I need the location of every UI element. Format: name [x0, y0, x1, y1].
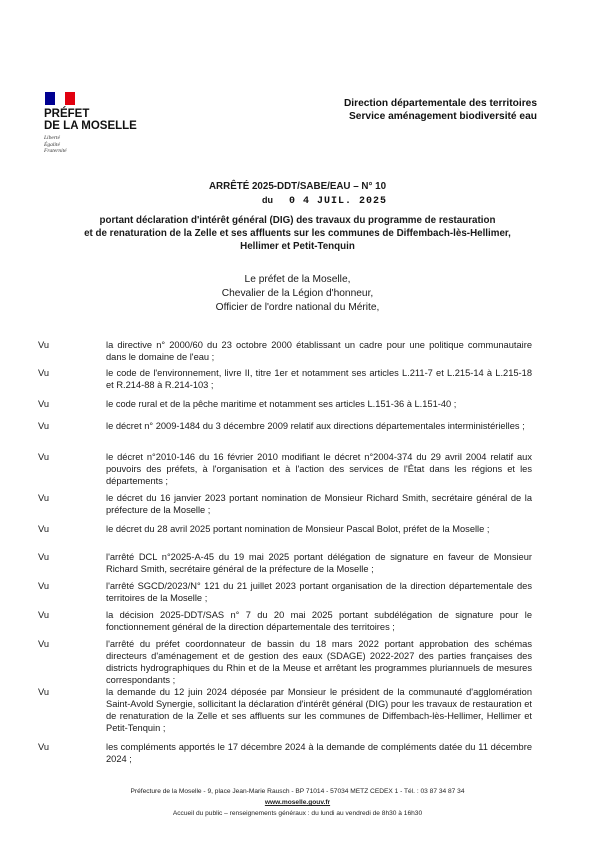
visa-text: le décret du 16 janvier 2023 portant nomination de Monsieur Richard Smith, secrétaire général de la préfecture de la Moselle ; [106, 493, 532, 515]
visa-text: les compléments apportés le 17 décembre 2024 à la demande de compléments datée du 11 décembre 2024 ; [106, 742, 532, 764]
service-line-1: Direction départementale des territoires [343, 98, 537, 109]
visa-label: Vu [38, 581, 50, 591]
footer-hours: Accueil du public – renseignements généraux : du lundi au vendredi de 8h30 à 16h30 [172, 810, 423, 817]
visa-label: Vu [38, 742, 50, 752]
subject-line-2: et de renaturation de la Zelle et ses affluents sur les communes de Diffembach-lès-Hellimer, [84, 228, 511, 239]
issuing-service [344, 97, 537, 123]
date-du-label: du [262, 195, 273, 205]
visa-label: Vu [38, 552, 50, 562]
visa-text: l'arrêté DCL n°2025-A-45 du 19 mai 2025 portant délégation de signature en faveur de Monsieur Richard Smith, secrétaire général de la préfecture de la Moselle ; [106, 552, 532, 574]
visa-text: l'arrêté du préfet coordonnateur de bassin du 18 mars 2022 portant approbation des schémas directeurs d'aménagement et de gestion des eaux (SDAGE) 2022-2027 des parties françaises des districts hydrographiques du Rhin et de la Meuse et arrêtant les programmes pluriannuels de mesures correspondants ; [106, 639, 532, 685]
visa-text: la décision 2025-DDT/SAS n° 7 du 20 mai 2025 portant subdélégation de signature pour le fonctionnement général de la direction départementale des territoires ; [106, 610, 532, 632]
prefect-titles [60, 273, 535, 315]
visa-label: Vu [38, 340, 50, 350]
visa-label: Vu [38, 524, 50, 534]
visa-text: le code de l'environnement, livre II, titre 1er et notamment ses articles L.211-7 et L.215-14 à L.215-18 et R.214-88 à R.214-103 ; [106, 368, 532, 390]
visa-text: la directive n° 2000/60 du 23 octobre 2000 établissant un cadre pour une politique communautaire dans le domaine de l'eau ; [106, 340, 532, 362]
visa-label: Vu [38, 421, 50, 431]
logo-title [44, 108, 164, 132]
footer-website-link[interactable]: www.moselle.gouv.fr [264, 799, 331, 806]
visa-label: Vu [38, 399, 50, 409]
footer-url-row [40, 798, 555, 809]
marianne-flag-icon [45, 92, 75, 105]
logo-line-1: PRÉFET [44, 108, 90, 120]
prefect-line-3: Officier de l'ordre national du Mérite, [215, 302, 380, 313]
visa-text: le décret n°2010-146 du 16 février 2010 modifiant le décret n°2004-374 du 29 avril 2004 relatif aux pouvoirs des préfets, à l'organisation et à l'action des services de l'État dans les régions et les départements ; [106, 452, 532, 486]
motto-egalite: Égalité [44, 141, 60, 148]
visa-label: Vu [38, 610, 50, 620]
visa-label: Vu [38, 687, 50, 697]
arrete-subject [60, 214, 535, 253]
footer-address: Préfecture de la Moselle - 9, place Jean-Marie Rausch - BP 71014 - 57034 METZ CEDEX 1 - Tél. : 03 87 34 87 34 [130, 788, 465, 795]
prefect-line-1: Le préfet de la Moselle, [244, 274, 351, 285]
prefecture-logo [44, 92, 164, 155]
logo-line-2: DE LA MOSELLE [44, 120, 137, 132]
subject-line-1: portant déclaration d'intérêt général (DIG) des travaux du programme de restauration [99, 215, 496, 226]
subject-line-3: Hellimer et Petit-Tenquin [240, 241, 355, 252]
visa-text: le décret du 28 avril 2025 portant nomination de Monsieur Pascal Bolot, préfet de la Moselle ; [106, 524, 490, 534]
visa-text: le décret n° 2009-1484 du 3 décembre 2009 relatif aux directions départementales interministérielles ; [106, 421, 525, 431]
prefect-line-2: Chevalier de la Légion d'honneur, [221, 288, 374, 299]
visa-label: Vu [38, 452, 50, 462]
visa-text: l'arrêté SGCD/2023/N° 121 du 21 juillet 2023 portant organisation de la direction départementale des territoires de la Moselle ; [106, 581, 532, 603]
arrete-number: ARRÊTÉ 2025-DDT/SABE/EAU – N° 10 [208, 181, 387, 192]
visa-text: la demande du 12 juin 2024 déposée par Monsieur le président de la communauté d'agglomération Saint-Avold Synergie, sollicitant la déclaration d'intérêt général (DIG) pour les travaux de restauration et de renaturation de la Zelle et ses affluents sur les communes de Diffembach-lès-Hellimer, Hellimer et Petit-Tenquin ; [106, 687, 532, 733]
motto-liberte: Liberté [44, 135, 60, 141]
republic-motto [44, 135, 164, 155]
visa-label: Vu [38, 368, 50, 378]
arrete-date-line [262, 195, 387, 207]
motto-fraternite: Fraternité [44, 148, 67, 154]
visa-text: le code rural et de la pêche maritime et notamment ses articles L.151-36 à L.151-40 ; [106, 399, 457, 409]
visa-label: Vu [38, 639, 50, 649]
visa-label: Vu [38, 493, 50, 503]
service-line-2: Service aménagement biodiversité eau [349, 111, 537, 122]
date-stamp: 0 4 JUIL. 2025 [289, 196, 388, 207]
